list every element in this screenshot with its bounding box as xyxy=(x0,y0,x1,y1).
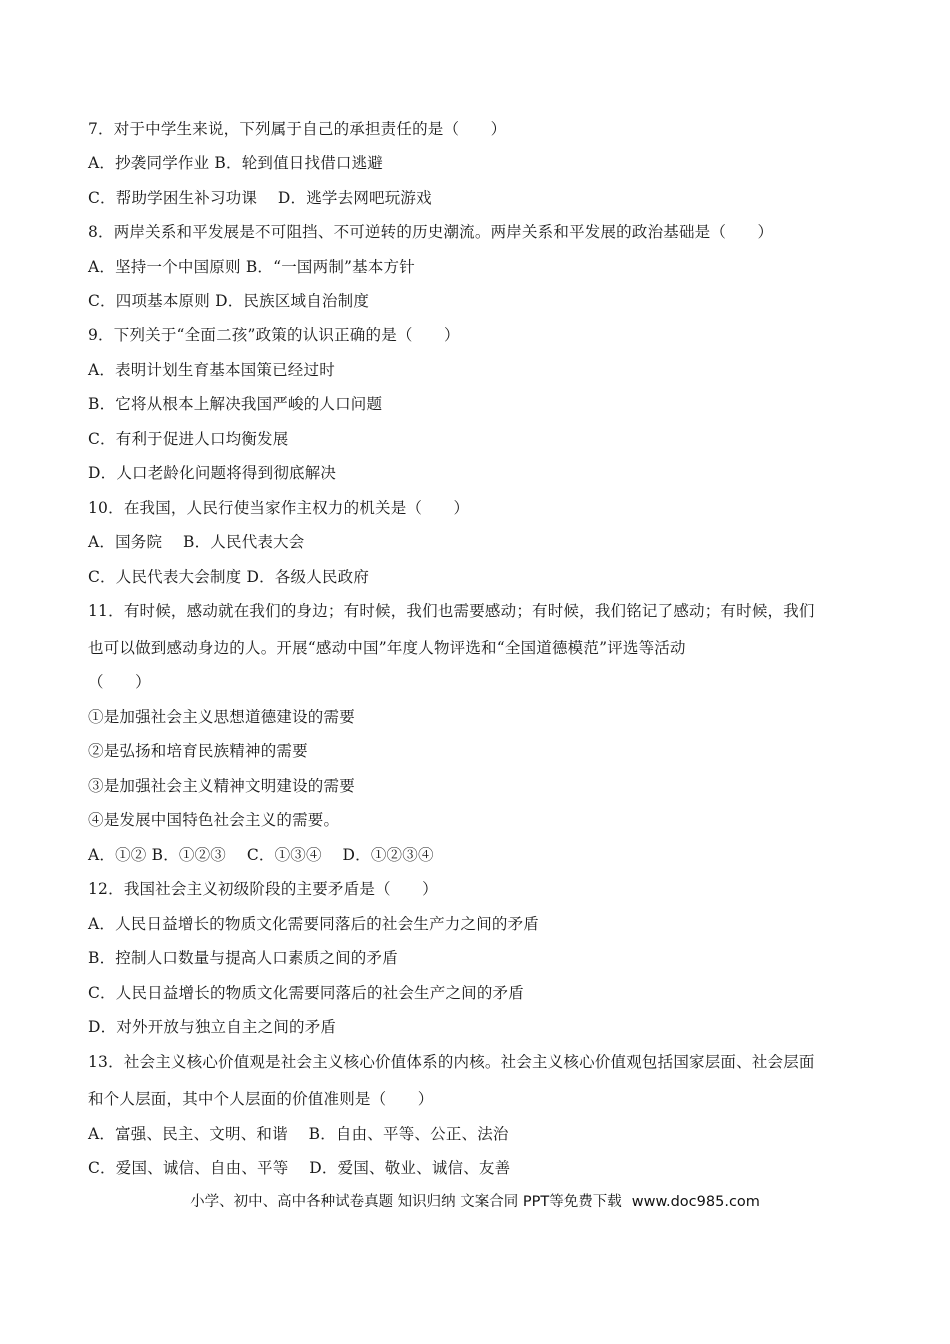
question-9-option-a: A．表明计划生育基本国策已经过时 xyxy=(88,361,335,379)
question-11-stem-line1: 11．有时候，感动就在我们的身边；有时候，我们也需要感动；有时候，我们铭记了感动；有时候，我们 xyxy=(88,602,815,620)
question-11-statement-3: ③是加强社会主义精神文明建设的需要 xyxy=(88,777,355,795)
question-9-option-c: C．有利于促进人口均衡发展 xyxy=(88,430,289,448)
question-8-stem: 8．两岸关系和平发展是不可阻挡、不可逆转的历史潮流。两岸关系和平发展的政治基础是（ ） xyxy=(88,223,774,241)
question-13-stem-line1: 13．社会主义核心价值观是社会主义核心价值体系的内核。社会主义核心价值观包括国家层面、社会层面 xyxy=(88,1053,815,1071)
question-13-options-cd: C．爱国、诚信、自由、平等 D．爱国、敬业、诚信、友善 xyxy=(88,1159,511,1177)
footer-url[interactable]: www.doc985.com xyxy=(631,1194,760,1210)
question-11-stem-line2: 也可以做到感动身边的人。开展“感动中国”年度人物评选和“全国道德模范”评选等活动 xyxy=(88,639,686,657)
question-10-options-ab: A．国务院 B．人民代表大会 xyxy=(88,533,305,551)
question-12-option-b: B．控制人口数量与提高人口素质之间的矛盾 xyxy=(88,949,398,967)
question-9-stem: 9．下列关于“全面二孩”政策的认识正确的是（ ） xyxy=(88,326,460,344)
question-11-blank: （ ） xyxy=(88,673,151,691)
question-7-options-ab: A．抄袭同学作业 B．轮到值日找借口逃避 xyxy=(88,154,384,172)
question-9-option-b: B．它将从根本上解决我国严峻的人口问题 xyxy=(88,395,383,413)
question-12-option-d: D．对外开放与独立自主之间的矛盾 xyxy=(88,1018,337,1036)
question-8-options-cd: C．四项基本原则 D．民族区域自治制度 xyxy=(88,292,370,310)
question-11-statement-2: ②是弘扬和培育民族精神的需要 xyxy=(88,742,308,760)
question-7-options-cd: C．帮助学困生补习功课 D．逃学去网吧玩游戏 xyxy=(88,189,432,207)
question-11-options: A．①② B．①②③ C．①③④ D．①②③④ xyxy=(88,846,434,864)
question-12-stem: 12．我国社会主义初级阶段的主要矛盾是（ ） xyxy=(88,880,438,898)
question-12-option-a: A．人民日益增长的物质文化需要同落后的社会生产力之间的矛盾 xyxy=(88,915,539,933)
page-footer xyxy=(0,1190,950,1211)
question-10-stem: 10．在我国，人民行使当家作主权力的机关是（ ） xyxy=(88,499,470,517)
question-11-statement-4: ④是发展中国特色社会主义的需要。 xyxy=(88,811,340,829)
question-10-options-cd: C．人民代表大会制度 D．各级人民政府 xyxy=(88,568,370,586)
question-9-option-d: D．人口老龄化问题将得到彻底解决 xyxy=(88,464,337,482)
question-7-stem: 7．对于中学生来说，下列属于自己的承担责任的是（ ） xyxy=(88,120,507,138)
question-11-statement-1: ①是加强社会主义思想道德建设的需要 xyxy=(88,708,355,726)
footer-text: 小学、初中、高中各种试卷真题 知识归纳 文案合同 PPT等免费下载 xyxy=(190,1194,622,1210)
question-13-stem-line2: 和个人层面，其中个人层面的价值准则是（ ） xyxy=(88,1090,434,1108)
question-8-options-ab: A．坚持一个中国原则 B．“一国两制”基本方针 xyxy=(88,258,415,276)
question-12-option-c: C．人民日益增长的物质文化需要同落后的社会生产之间的矛盾 xyxy=(88,984,524,1002)
question-13-options-ab: A．富强、民主、文明、和谐 B．自由、平等、公正、法治 xyxy=(88,1125,509,1143)
